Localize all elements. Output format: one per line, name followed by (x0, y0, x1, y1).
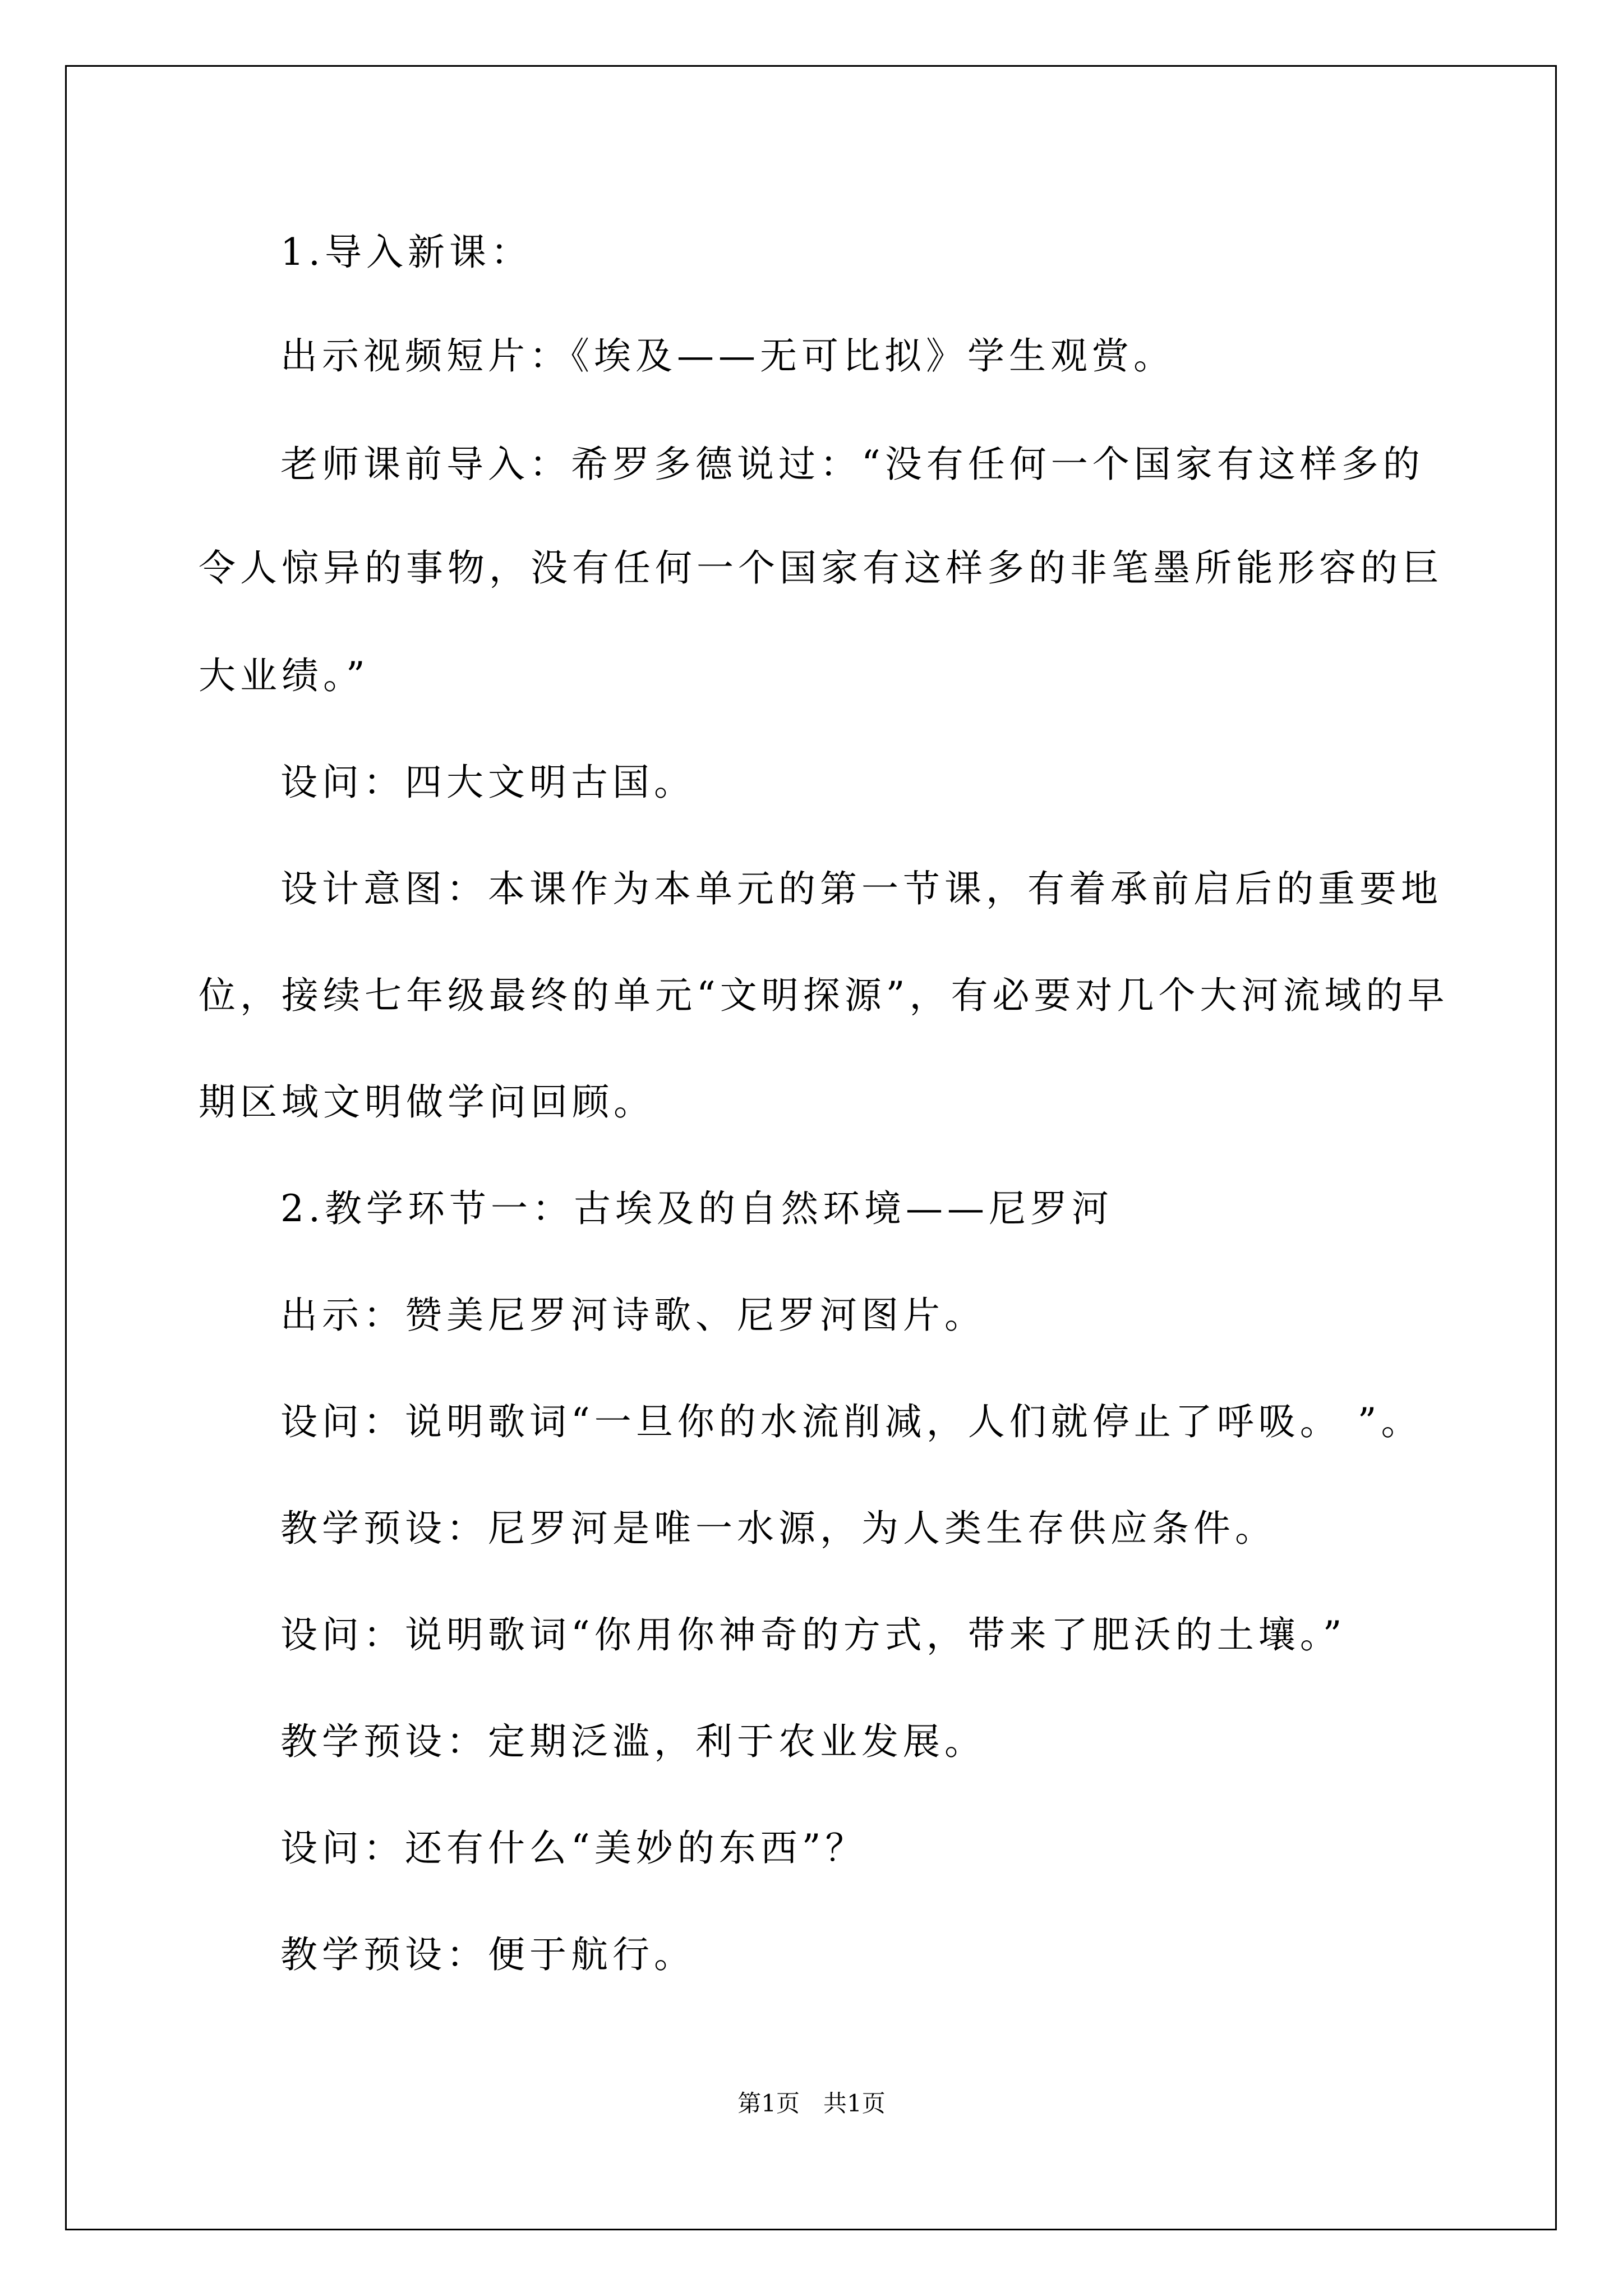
paragraph-line: 设问：四大文明古国。 (280, 761, 695, 804)
paragraph-line: 设问：说明歌词“你用你神奇的方式，带来了肥沃的土壤。” (280, 1613, 1347, 1657)
paragraph-line: 出示视频短片：《埃及——无可比拟》学生观赏。 (280, 334, 1175, 378)
page-border (65, 65, 1557, 2230)
paragraph-line: 设问：还有什么“美妙的东西”？ (280, 1826, 867, 1870)
paragraph-line: 2.教学环节一：古埃及的自然环境——尼罗河 (280, 1187, 1113, 1230)
paragraph-line: 期区域文明做学问回顾。 (199, 1080, 655, 1124)
page-footer: 第1页 共1页 (737, 2090, 886, 2117)
paragraph-line: 设问：说明歌词“一旦你的水流削减，人们就停止了呼吸。 ”。 (280, 1400, 1423, 1443)
paragraph-line: 教学预设：便于航行。 (280, 1933, 695, 1976)
paragraph-line: 老师课前导入：希罗多德说过：“没有任何一个国家有这样多的 (280, 443, 1424, 486)
paragraph-line: 大业绩。” (199, 654, 370, 697)
paragraph-line: 1.导入新课： (280, 231, 532, 274)
paragraph-line: 位，接续七年级最终的单元“文明探源”，有必要对几个大河流域的早 (199, 974, 1449, 1017)
paragraph-line: 出示：赞美尼罗河诗歌、尼罗河图片。 (280, 1294, 986, 1337)
paragraph-line: 设计意图：本课作为本单元的第一节课，有着承前启后的重要地 (280, 867, 1442, 910)
paragraph-line: 教学预设：定期泛滥，利于农业发展。 (280, 1720, 986, 1763)
paragraph-line: 令人惊异的事物，没有任何一个国家有这样多的非笔墨所能形容的巨 (199, 546, 1444, 590)
paragraph-line: 教学预设：尼罗河是唯一水源，为人类生存供应条件。 (280, 1507, 1276, 1550)
